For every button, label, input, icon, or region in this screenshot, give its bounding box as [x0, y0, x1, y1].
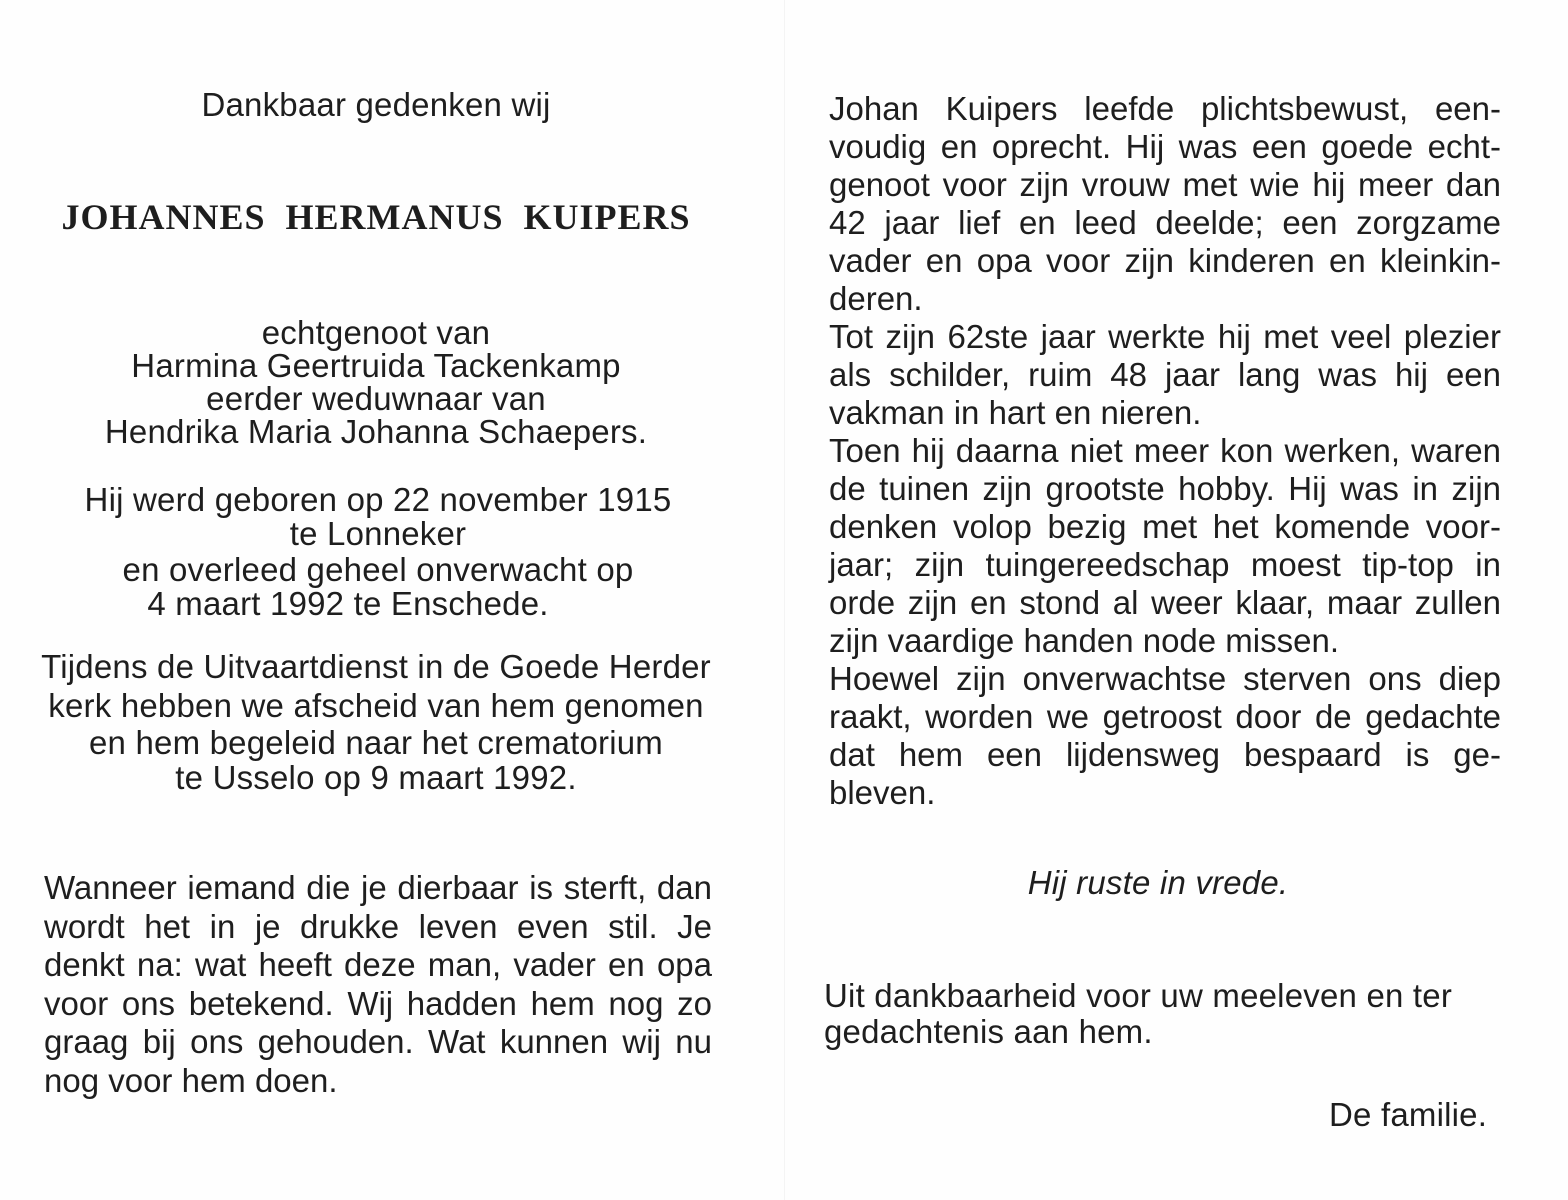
intro-text: Dankbaar gedenken wij	[201, 86, 551, 123]
biography-line: zijn vaardige handen node missen.	[829, 622, 1340, 659]
biography-line: denken volop bezig met het komende voor-	[829, 508, 1501, 545]
funeral-line-2: kerk hebben we afscheid van hem genomen	[48, 687, 704, 724]
blessing-text: Hij ruste in vrede.	[1027, 864, 1289, 901]
biography-line: deren.	[829, 280, 923, 317]
reflection-paragraph	[44, 869, 712, 1100]
biography-line: als schilder, ruim 48 jaar lang was hij een	[829, 356, 1501, 393]
biography-line: raakt, worden we getroost door de gedachte	[829, 698, 1501, 735]
biography-line: de tuinen zijn grootste hobby. Hij was in zijn	[829, 470, 1501, 507]
birth-line-3: en overleed geheel onverwacht op	[122, 551, 634, 588]
spouse-line-1: echtgenoot van	[261, 314, 491, 351]
biography-line: jaar; zijn tuingereedschap moest tip-top in	[829, 546, 1501, 583]
thanks-line-2: gedachtenis aan hem.	[824, 1013, 1153, 1050]
funeral-line-3: en hem begeleid naar het crematorium	[88, 724, 664, 761]
reflection-line: nog voor hem doen.	[44, 1061, 338, 1099]
biography-line: Hoewel zijn onverwachtse sterven ons diep	[829, 660, 1501, 697]
spouse-line-4: Hendrika Maria Johanna Schaepers.	[104, 413, 648, 450]
reflection-line: wordt het in je drukke leven even stil. Je	[44, 907, 712, 945]
biography-line: Johan Kuipers leefde plichtsbewust, een-	[829, 90, 1501, 127]
biography-line: orde zijn en stond al weer klaar, maar zullen	[829, 584, 1501, 621]
birth-line-1: Hij werd geboren op 22 november 1915	[84, 481, 672, 518]
thanks-line-1: Uit dankbaarheid voor uw meeleven en ter	[824, 977, 1453, 1014]
biography-line: vakman in hart en nieren.	[829, 394, 1202, 431]
reflection-line: Wanneer iemand die je dierbaar is sterft, dan	[44, 869, 712, 906]
birth-line-4: 4 maart 1992 te Enschede.	[147, 585, 549, 622]
spouse-line-3: eerder weduwnaar van	[206, 380, 546, 417]
reflection-line: voor ons betekend. Wij hadden hem nog zo	[44, 984, 712, 1022]
reflection-line: graag bij ons gehouden. Wat kunnen wij nu	[44, 1023, 712, 1060]
deceased-name: JOHANNES HERMANUS KUIPERS	[61, 197, 691, 237]
biography-line: dat hem een lijdensweg bespaard is ge-	[829, 736, 1501, 773]
signature-text: De familie.	[1329, 1096, 1488, 1133]
spouse-line-2: Harmina Geertruida Tackenkamp	[131, 347, 621, 384]
fold-line	[784, 0, 785, 1200]
biography-line: genoot voor zijn vrouw met wie hij meer dan	[829, 166, 1501, 203]
biography-line: Toen hij daarna niet meer kon werken, waren	[829, 432, 1501, 469]
biography-paragraph	[829, 90, 1501, 812]
biography-line: voudig en oprecht. Hij was een goede echt-	[829, 128, 1501, 165]
funeral-line-1: Tijdens de Uitvaartdienst in de Goede Herder	[41, 648, 711, 685]
funeral-line-4: te Usselo op 9 maart 1992.	[175, 759, 577, 796]
biography-line: Tot zijn 62ste jaar werkte hij met veel plezier	[829, 318, 1501, 355]
reflection-line: denkt na: wat heeft deze man, vader en opa	[44, 946, 712, 983]
biography-line: bleven.	[829, 774, 936, 811]
biography-line: vader en opa voor zijn kinderen en kleinkin-	[829, 242, 1501, 279]
biography-line: 42 jaar lief en leed deelde; een zorgzame	[829, 204, 1501, 241]
birth-line-2: te Lonneker	[289, 515, 467, 552]
